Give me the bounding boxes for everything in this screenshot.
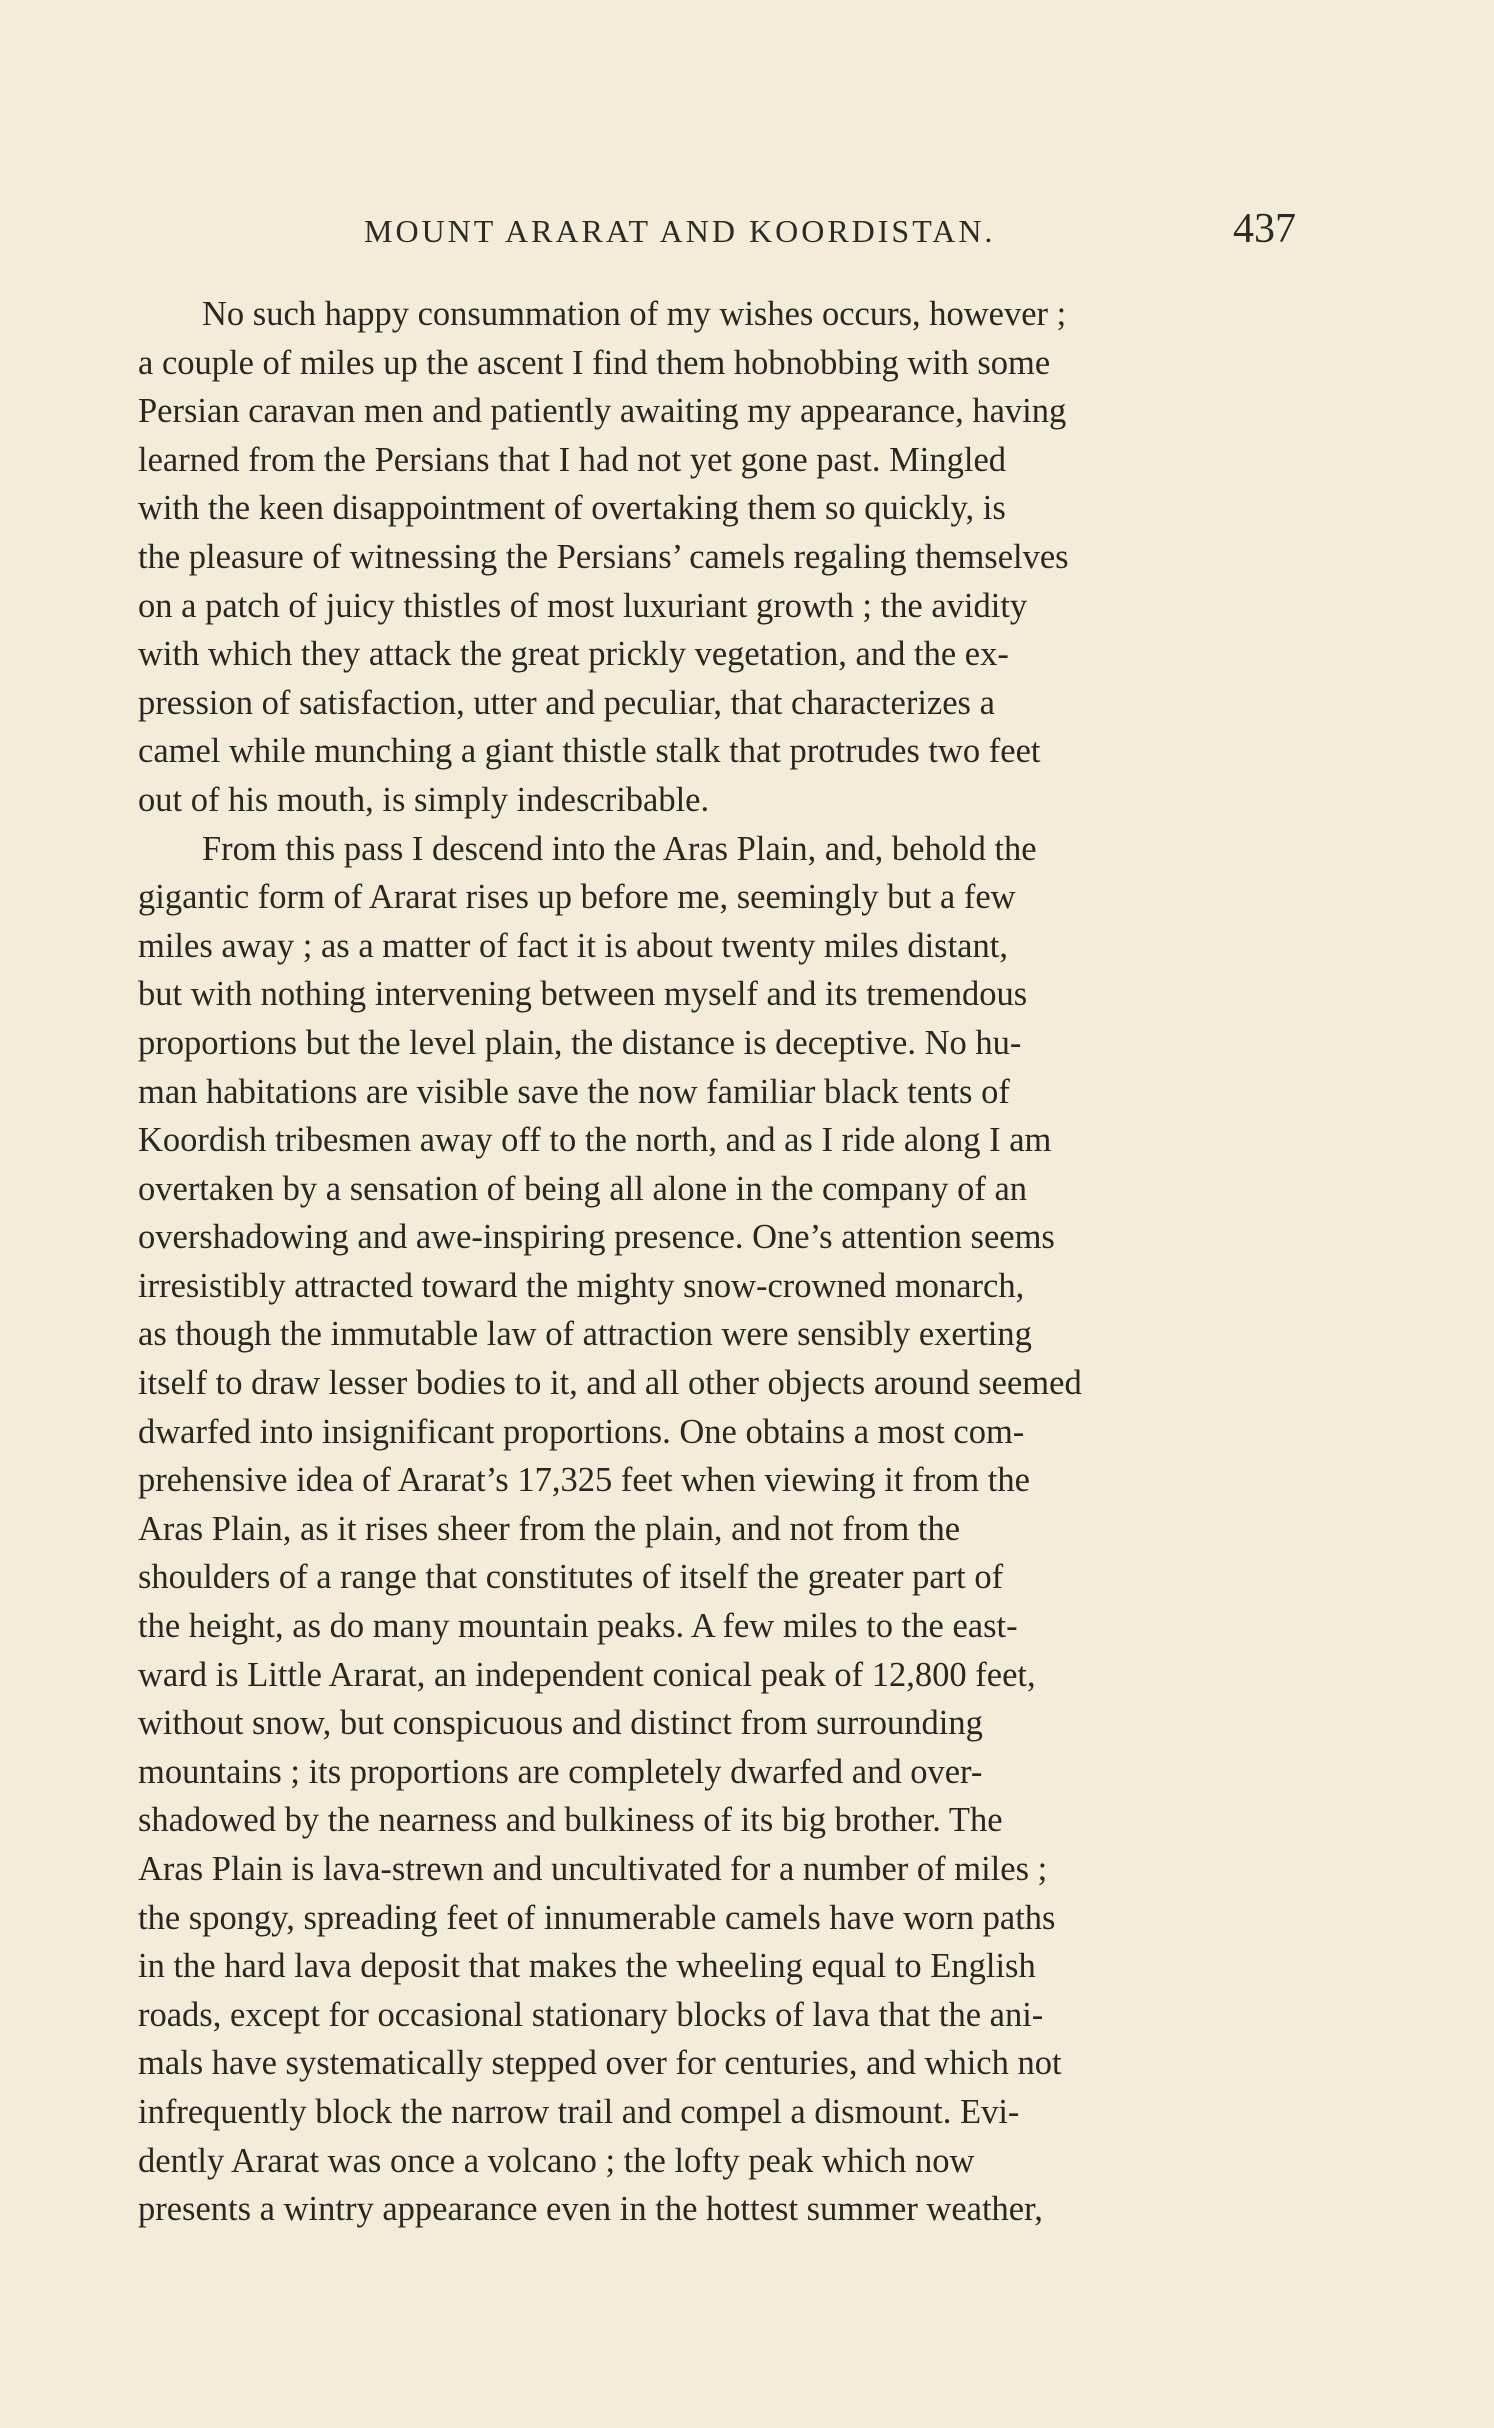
text-line: presents a wintry appearance even in the hottest summer weather, <box>138 2190 1043 2229</box>
text-line: Aras Plain, as it rises sheer from the plain, and not from the <box>138 1509 961 1548</box>
text-line: infrequently block the narrow trail and compel a dismount. Evi- <box>138 2092 1020 2131</box>
text-line: learned from the Persians that I had not yet gone past. Mingled <box>138 440 1007 479</box>
running-title: MOUNT ARARAT AND KOORDISTAN. <box>364 213 996 249</box>
text-line: with the keen disappointment of overtaking them so quickly, is <box>138 489 1006 528</box>
body-text <box>138 290 1298 2234</box>
text-line: mountains ; its proportions are completely dwarfed and over- <box>138 1752 983 1791</box>
text-line: shoulders of a range that constitutes of itself the greater part of <box>138 1558 1004 1597</box>
text-line: with which they attack the great prickly vegetation, and the ex- <box>138 635 1009 674</box>
text-line: roads, except for occasional stationary blocks of lava that the ani- <box>138 1995 1044 2034</box>
text-line: on a patch of juicy thistles of most luxuriant growth ; the avidity <box>138 586 1028 625</box>
text-line: Aras Plain is lava-strewn and uncultivated for a number of miles ; <box>138 1850 1048 1888</box>
text-line: overshadowing and awe-inspiring presence. One’s attention seems <box>138 1218 1055 1257</box>
text-line: ward is Little Ararat, an independent conical peak of 12,800 feet, <box>138 1655 1036 1694</box>
text-line: irresistibly attracted toward the mighty snow-crowned monarch, <box>138 1266 1025 1305</box>
text-line: itself to draw lesser bodies to it, and all other objects around seemed <box>138 1364 1082 1403</box>
text-line: without snow, but conspicuous and distinct from surrounding <box>138 1704 983 1743</box>
text-line: dently Ararat was once a volcano ; the lofty peak which now <box>138 2141 975 2180</box>
text-line: in the hard lava deposit that makes the wheeling equal to English <box>138 1947 1036 1986</box>
text-line: Koordish tribesmen away off to the north, and as I ride along I am <box>138 1121 1052 1160</box>
text-line: the spongy, spreading feet of innumerable camels have worn paths <box>138 1898 1056 1937</box>
text-line: shadowed by the nearness and bulkiness of its big brother. The <box>138 1801 1003 1840</box>
text-line: proportions but the level plain, the distance is deceptive. No hu- <box>138 1023 1022 1062</box>
page-number: 437 <box>1233 206 1296 252</box>
text-line: out of his mouth, is simply indescribable. <box>138 780 710 819</box>
text-line: From this pass I descend into the Aras Plain, and, behold the <box>202 829 1037 868</box>
text-line: the height, as do many mountain peaks. A few miles to the east- <box>138 1607 1018 1646</box>
text-line: as though the immutable law of attraction were sensibly exerting <box>138 1315 1032 1354</box>
page-header <box>138 203 1298 263</box>
text-line: Persian caravan men and patiently awaiting my appearance, having <box>138 392 1067 431</box>
text-line: the pleasure of witnessing the Persians’ camels regaling themselves <box>138 537 1069 576</box>
text-line: gigantic form of Ararat rises up before me, seemingly but a few <box>138 878 1016 917</box>
text-line: No such happy consummation of my wishes occurs, however ; <box>202 295 1067 333</box>
text-line: pression of satisfaction, utter and peculiar, that characterizes a <box>138 683 995 722</box>
text-line: a couple of miles up the ascent I find them hobnobbing with some <box>138 343 1051 382</box>
text-line: camel while munching a giant thistle stalk that protrudes two feet <box>138 732 1041 771</box>
text-line: miles away ; as a matter of fact it is about twenty miles distant, <box>138 926 1008 965</box>
text-line: overtaken by a sensation of being all alone in the company of an <box>138 1169 1028 1208</box>
text-line: dwarfed into insignificant proportions. One obtains a most com- <box>138 1412 1025 1451</box>
text-line: prehensive idea of Ararat’s 17,325 feet when viewing it from the <box>138 1461 1030 1500</box>
text-line: man habitations are visible save the now familiar black tents of <box>138 1072 1010 1111</box>
text-line: but with nothing intervening between myself and its tremendous <box>138 975 1028 1014</box>
text-line: mals have systematically stepped over for centuries, and which not <box>138 2044 1062 2083</box>
